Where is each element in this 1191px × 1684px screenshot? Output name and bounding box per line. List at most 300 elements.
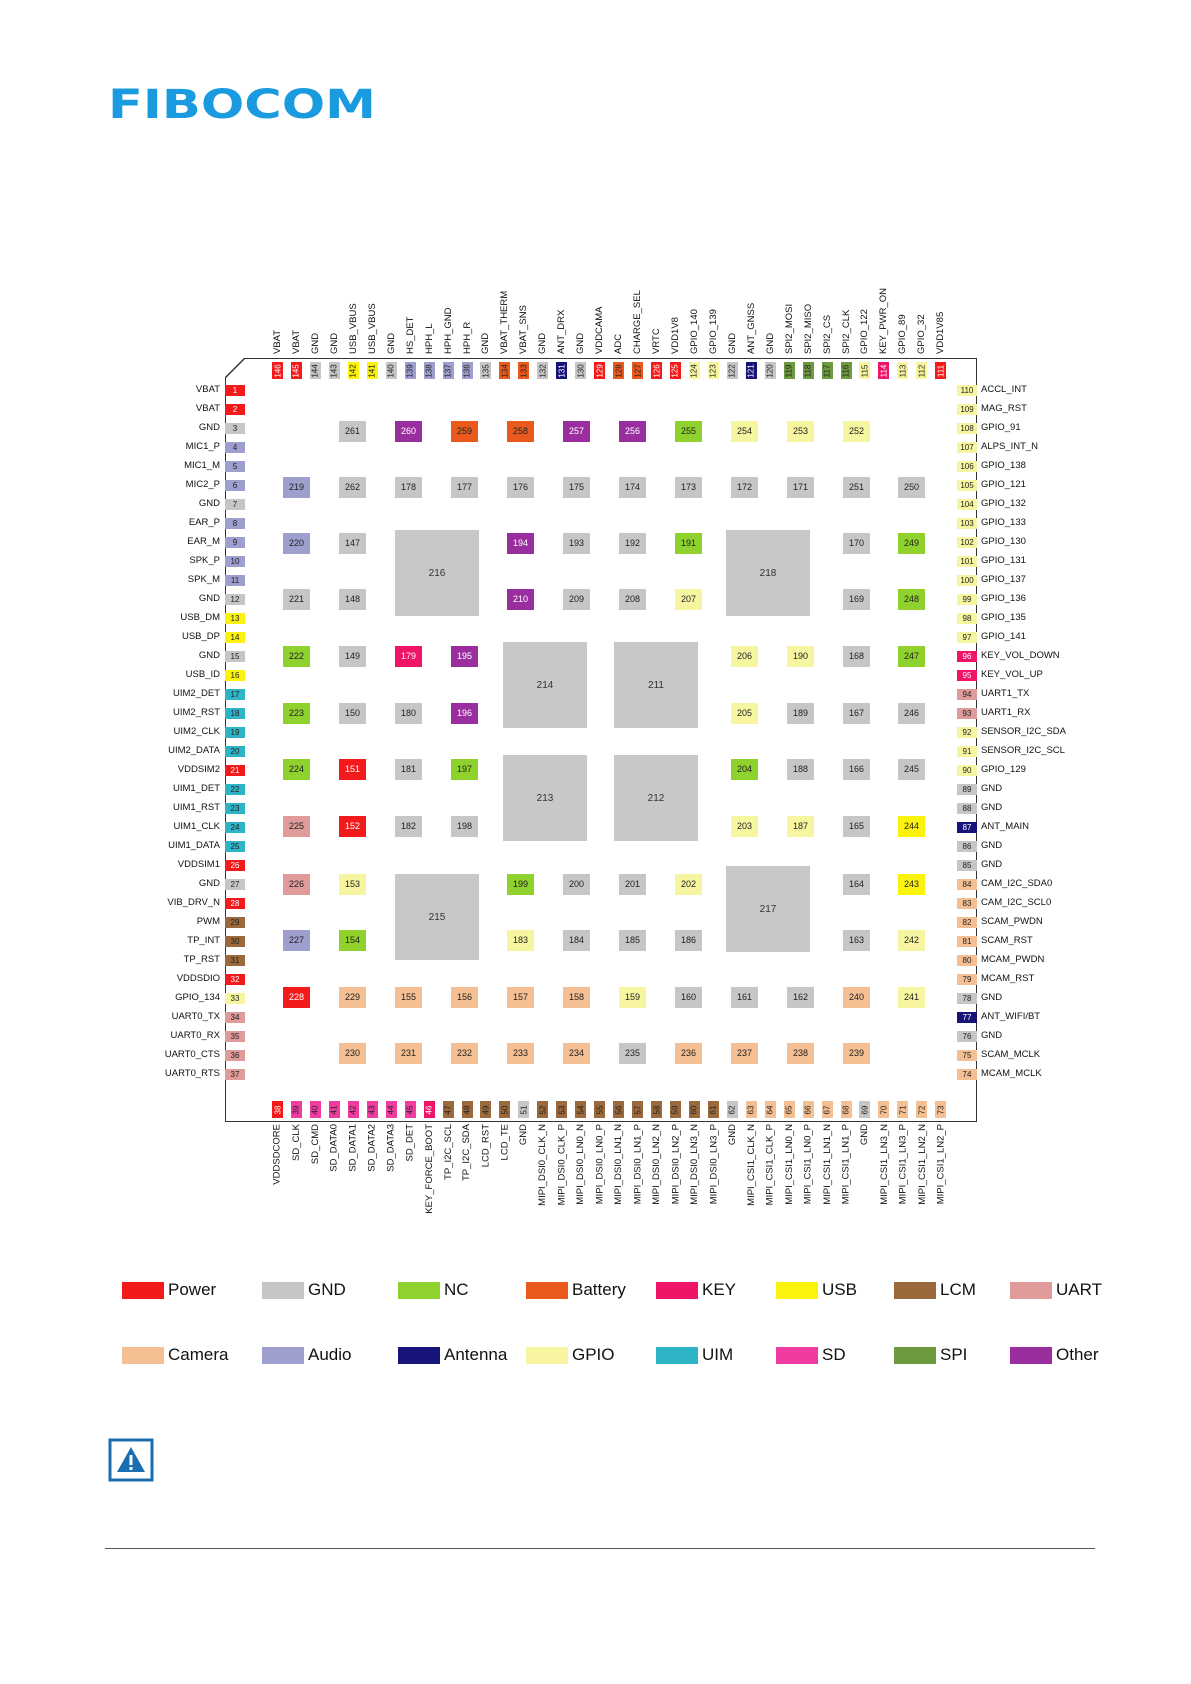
pin-93: 93 [957,708,977,719]
legend-label-spi: SPI [940,1345,968,1364]
big-pad-212: 212 [614,755,698,841]
pin-label-text-68: MIPI_CSI1_LN1_P [840,1124,852,1205]
pin-label-text-49: LCD_RST [480,1124,492,1168]
pad-247: 247 [898,646,925,667]
pad-186: 186 [675,930,702,951]
pin-label-10: SPK_P [189,555,220,566]
pin-label-text-60: MIPI_DSI0_LN3_N [688,1124,700,1205]
pin-label-55 [594,1124,606,1244]
pad-207: 207 [675,589,702,610]
pin-number-50: 50 [500,1105,510,1114]
pin-111 [935,362,946,379]
pin-42 [348,1101,359,1118]
pin-number-143: 143 [329,363,339,378]
pin-label-56 [613,1124,625,1244]
pin-label-40 [310,1124,322,1244]
pin-134 [499,362,510,379]
pin-144 [310,362,321,379]
pin-label-107: ALPS_INT_N [981,441,1039,452]
pad-250: 250 [898,477,925,498]
legend-label-key: KEY [702,1280,737,1299]
pin-82: 82 [957,917,977,928]
pin-116 [841,362,852,379]
pin-label-5: MIC1_M [184,460,220,471]
pin-47 [443,1101,454,1118]
pin-79: 79 [957,974,977,985]
pin-88: 88 [957,803,977,814]
pin-label-86: GND [981,840,1003,851]
pin-label-27: GND [198,878,220,889]
pin-label-58 [651,1124,663,1244]
pin-139 [405,362,416,379]
legend-swatch-power [122,1282,164,1299]
pin-label-text-129: VDDCAMA [594,306,606,354]
pad-147: 147 [339,533,366,554]
big-pad-216: 216 [395,530,479,616]
pin-label-text-69: GND [859,1124,871,1146]
pin-label-3: GND [198,422,220,433]
pin-label-102: GPIO_130 [981,536,1026,547]
pin-number-133: 133 [519,363,529,378]
pin-75: 75 [957,1050,977,1061]
pin-label-124 [689,232,701,352]
pin-number-55: 55 [595,1105,605,1114]
pin-label-text-135: GND [480,332,492,354]
pin-number-42: 42 [348,1105,358,1114]
pin-1: 1 [225,385,245,396]
pad-256: 256 [619,421,646,442]
pin-label-125 [670,232,682,352]
pin-label-text-116: SPI2_CLK [840,309,852,354]
pin-label-6: MIC2_P [185,479,220,490]
pad-196: 196 [451,703,478,724]
pin-label-text-140: GND [385,332,397,354]
pad-195: 195 [451,646,478,667]
pin-number-139: 139 [405,363,415,378]
pin-128 [613,362,624,379]
pin-label-text-54: MIPI_DSI0_LN0_N [575,1124,587,1205]
pin-label-121 [746,232,758,352]
pin-label-88: GND [981,802,1003,813]
pin-label-144 [310,232,322,352]
pin-label-text-55: MIPI_DSI0_LN0_P [594,1124,606,1205]
pin-label-text-114: KEY_PWR_ON [878,288,890,354]
pin-number-117: 117 [822,364,832,377]
pin-label-71 [897,1124,909,1244]
pin-124 [689,362,700,379]
pad-160: 160 [675,987,702,1008]
legend-swatch-nc [398,1282,440,1299]
pin-label-19: UIM2_CLK [173,726,220,737]
pin-6: 6 [225,480,245,491]
pin-77: 77 [957,1012,977,1023]
pin-label-54 [575,1124,587,1244]
pin-label-139 [405,232,417,352]
pin-label-73 [935,1124,947,1244]
pin-127 [632,362,643,379]
pin-55 [594,1101,605,1118]
pin-label-text-72: MIPI_CSI1_LN2_N [916,1124,928,1205]
legend-swatch-uart [1010,1282,1052,1299]
pin-label-93: UART1_RX [981,707,1031,718]
pin-label-122 [727,232,739,352]
pin-number-51: 51 [519,1105,529,1114]
pin-85: 85 [957,860,977,871]
pin-41 [329,1101,340,1118]
pin-label-text-126: VRTC [651,328,662,354]
pin-138 [424,362,435,379]
pad-224: 224 [283,759,310,780]
pin-51 [518,1101,529,1118]
pin-number-123: 123 [708,363,718,378]
pad-206: 206 [731,646,758,667]
pin-126 [651,362,662,379]
pin-label-47 [443,1124,455,1244]
pin-89: 89 [957,784,977,795]
pin-label-11: SPK_M [187,574,220,585]
pin-label-text-130: GND [575,332,587,354]
pin-label-22: UIM1_DET [173,783,220,794]
pin-label-text-111: VDD1V85 [935,311,947,354]
pin-label-72 [916,1124,928,1244]
pin-label-1: VBAT [195,384,220,395]
pin-number-40: 40 [310,1105,320,1114]
pin-label-77: ANT_WIFI/BT [981,1011,1041,1022]
pin-number-54: 54 [576,1105,586,1114]
pin-3: 3 [225,423,245,434]
pad-255: 255 [675,421,702,442]
pad-153: 153 [339,874,366,895]
pin-label-text-71: MIPI_CSI1_LN3_P [897,1124,909,1205]
pad-208: 208 [619,589,646,610]
pin-label-29: PWM [196,916,220,927]
pin-68 [841,1101,852,1118]
legend-label-sd: SD [822,1345,846,1364]
pin-label-text-118: SPI2_MISO [802,303,814,354]
pin-number-38: 38 [273,1105,282,1114]
pin-label-text-120: GND [764,332,776,354]
pin-number-47: 47 [443,1105,453,1114]
pin-label-99: GPIO_136 [981,593,1026,604]
pin-59 [670,1101,681,1118]
pad-156: 156 [451,987,478,1008]
pin-label-4: MIC1_P [185,441,220,452]
pin-67 [822,1101,833,1118]
pad-203: 203 [731,816,758,837]
legend-swatch-lcm [894,1282,936,1299]
pin-label-text-47: TP_I2C_SCL [442,1124,454,1180]
pin-label-129 [594,232,606,352]
pin-number-132: 132 [538,363,548,378]
legend-label-other: Other [1056,1345,1099,1364]
pin-11: 11 [225,575,245,586]
pin-108: 108 [957,423,977,434]
pin-145 [291,362,302,379]
pin-label-81: SCAM_RST [981,935,1033,946]
pin-94: 94 [957,689,977,700]
pin-label-135 [480,232,492,352]
pin-37: 37 [225,1069,245,1080]
pin-12: 12 [225,594,245,605]
pad-257: 257 [563,421,590,442]
pin-72 [916,1101,927,1118]
pad-238: 238 [787,1043,814,1064]
pin-130 [575,362,586,379]
pin-number-63: 63 [746,1105,756,1114]
pin-96: 96 [957,651,977,662]
legend-swatch-usb [776,1282,818,1299]
pin-number-114: 114 [879,364,889,377]
pin-label-text-117: SPI2_CS [821,314,833,354]
pin-number-121: 121 [746,363,756,378]
pad-170: 170 [843,533,870,554]
legend-swatch-other [1010,1347,1052,1364]
pin-label-69 [859,1124,871,1244]
pin-114 [878,362,889,379]
pad-174: 174 [619,477,646,498]
pin-22: 22 [225,784,245,795]
pin-label-25: UIM1_DATA [168,840,220,851]
pin-number-138: 138 [424,363,434,378]
pin-65 [784,1101,795,1118]
pin-7: 7 [225,499,245,510]
pin-label-text-41: SD_DATA0 [328,1124,340,1172]
pin-number-44: 44 [386,1105,396,1114]
pin-label-text-123: GPIO_139 [707,309,719,354]
pin-label-text-39: SD_CLK [290,1124,302,1161]
pad-221: 221 [283,589,310,610]
pad-234: 234 [563,1043,590,1064]
pad-210: 210 [507,589,534,610]
pin-35: 35 [225,1031,245,1042]
pin-label-30: TP_INT [187,935,220,946]
pin-69 [859,1101,870,1118]
pad-193: 193 [563,533,590,554]
pin-label-text-40: SD_CMD [309,1124,321,1165]
pin-label-74: MCAM_MCLK [981,1068,1042,1079]
pin-62 [727,1101,738,1118]
pin-129 [594,362,605,379]
pin-52 [537,1101,548,1118]
pin-label-84: CAM_I2C_SDA0 [981,878,1053,889]
pin-label-66 [803,1124,815,1244]
pin-99: 99 [957,594,977,605]
pad-194: 194 [507,533,534,554]
pin-label-34: UART0_TX [171,1011,220,1022]
pin-label-114 [878,232,890,352]
pin-number-113: 113 [898,364,908,377]
pin-142 [348,362,359,379]
pad-198: 198 [451,816,478,837]
pad-173: 173 [675,477,702,498]
pin-number-70: 70 [879,1105,889,1114]
pin-label-127 [632,232,644,352]
pad-168: 168 [843,646,870,667]
pin-119 [784,362,795,379]
pin-label-134 [499,232,511,352]
pin-18: 18 [225,708,245,719]
pad-175: 175 [563,477,590,498]
pin-number-122: 122 [727,363,737,378]
pin-label-103: GPIO_133 [981,517,1026,528]
pin-74: 74 [957,1069,977,1080]
pad-184: 184 [563,930,590,951]
pin-label-52 [537,1124,549,1244]
pin-label-98: GPIO_135 [981,612,1026,623]
pin-110: 110 [957,385,977,396]
pin-label-8: EAR_P [188,517,220,528]
pin-number-146: 146 [273,363,282,378]
pad-192: 192 [619,533,646,554]
big-pad-213: 213 [503,755,587,841]
legend-label-nc: NC [444,1280,469,1299]
legend-label-gnd: GND [308,1280,346,1299]
pin-32: 32 [225,974,245,985]
pin-106: 106 [957,461,977,472]
pin-label-123 [708,232,720,352]
pin-label-60 [689,1124,701,1244]
pin-number-73: 73 [936,1105,946,1114]
pin-113 [897,362,908,379]
pin-label-text-113: GPIO_89 [897,314,909,354]
pad-237: 237 [731,1043,758,1064]
logo-text: FIBOCOM [108,84,376,124]
pad-253: 253 [787,421,814,442]
pin-label-text-136: HPH_R [461,321,473,354]
pin-number-46: 46 [424,1105,434,1114]
pin-label-24: UIM1_CLK [173,821,220,832]
pin-label-28: VIB_DRV_N [167,897,220,908]
pin-label-text-128: ADC [613,333,625,354]
pin-label-text-56: MIPI_DSI0_LN1_N [613,1124,625,1205]
pin-135 [480,362,491,379]
pin-90: 90 [957,765,977,776]
pad-223: 223 [283,703,310,724]
pin-label-137 [443,232,455,352]
pad-177: 177 [451,477,478,498]
pin-78: 78 [957,993,977,1004]
pin-label-82: SCAM_PWDN [981,916,1043,927]
pin-label-text-139: HS_DET [404,316,416,354]
pad-235: 235 [619,1043,646,1064]
pin-44 [386,1101,397,1118]
pin-label-text-119: SPI2_MOSI [783,303,795,354]
pad-231: 231 [395,1043,422,1064]
pin-66 [803,1101,814,1118]
big-pad-217: 217 [726,866,810,952]
pin-label-text-122: GND [726,332,738,354]
legend-swatch-key [656,1282,698,1299]
pin-label-37: UART0_RTS [164,1068,220,1079]
pin-71 [897,1101,908,1118]
pin-33: 33 [225,993,245,1004]
pin-number-135: 135 [481,363,491,378]
pad-189: 189 [787,703,814,724]
legend-label-lcm: LCM [940,1280,976,1299]
pad-169: 169 [843,589,870,610]
pad-222: 222 [283,646,310,667]
legend-label-uim: UIM [702,1345,734,1364]
pin-label-49 [480,1124,492,1244]
pin-label-26: VDDSIM1 [177,859,220,870]
pad-225: 225 [283,816,310,837]
pin-53 [556,1101,567,1118]
pad-219: 219 [283,477,310,498]
pin-number-131: 131 [557,363,567,378]
pin-label-145 [291,232,303,352]
pin-label-text-137: HPH_GND [442,307,454,354]
pin-30: 30 [225,936,245,947]
pin-label-35: UART0_RX [170,1030,220,1041]
pin-107: 107 [957,442,977,453]
pin-label-113 [897,232,909,352]
pin-label-94: UART1_TX [981,688,1030,699]
pin-number-61: 61 [708,1105,718,1114]
pin-label-50 [499,1124,511,1244]
pad-227: 227 [283,930,310,951]
pad-148: 148 [339,589,366,610]
pad-204: 204 [731,759,758,780]
pin-label-text-58: MIPI_DSI0_LN2_N [651,1124,662,1205]
big-pad-214: 214 [503,642,587,728]
pad-165: 165 [843,816,870,837]
pad-158: 158 [563,987,590,1008]
pin-number-49: 49 [481,1105,491,1114]
pin-number-124: 124 [689,363,699,378]
pin-label-text-44: SD_DATA3 [385,1124,397,1172]
pin-50 [499,1101,510,1118]
pad-159: 159 [619,987,646,1008]
pin-80: 80 [957,955,977,966]
pin-23: 23 [225,803,245,814]
pin-141 [367,362,378,379]
pad-150: 150 [339,703,366,724]
pin-label-100: GPIO_137 [981,574,1026,585]
pin-146 [272,362,283,379]
pin-84: 84 [957,879,977,890]
pin-label-9: EAR_M [187,536,220,547]
big-pad-211: 211 [614,642,698,728]
pin-number-71: 71 [898,1105,908,1114]
pin-56 [613,1101,624,1118]
pad-151: 151 [339,759,366,780]
pin-label-76: GND [981,1030,1003,1041]
pin-label-text-134: VBAT_THERM [499,290,511,354]
pin-label-57 [632,1124,644,1244]
pin-46 [424,1101,435,1118]
pin-102: 102 [957,537,977,548]
pad-241: 241 [898,987,925,1008]
pin-label-text-145: VBAT [290,329,302,354]
pin-label-text-66: MIPI_CSI1_LN0_P [802,1124,814,1205]
pin-label-92: SENSOR_I2C_SDA [981,726,1067,737]
pin-label-110: ACCL_INT [981,384,1027,395]
pin-label-text-125: VDD1V8 [669,317,681,354]
pin-label-text-57: MIPI_DSI0_LN1_P [632,1124,644,1205]
pin-115 [859,362,870,379]
pad-205: 205 [731,703,758,724]
pin-label-text-38: VDDSDCORE [272,1124,283,1185]
pin-label-65 [784,1124,796,1244]
pin-57 [632,1101,643,1118]
legend-swatch-gpio [526,1347,568,1364]
pin-28: 28 [225,898,245,909]
pin-number-56: 56 [614,1105,624,1114]
pad-243: 243 [898,874,925,895]
pin-8: 8 [225,518,245,529]
legend-label-audio: Audio [308,1345,352,1364]
pad-190: 190 [787,646,814,667]
